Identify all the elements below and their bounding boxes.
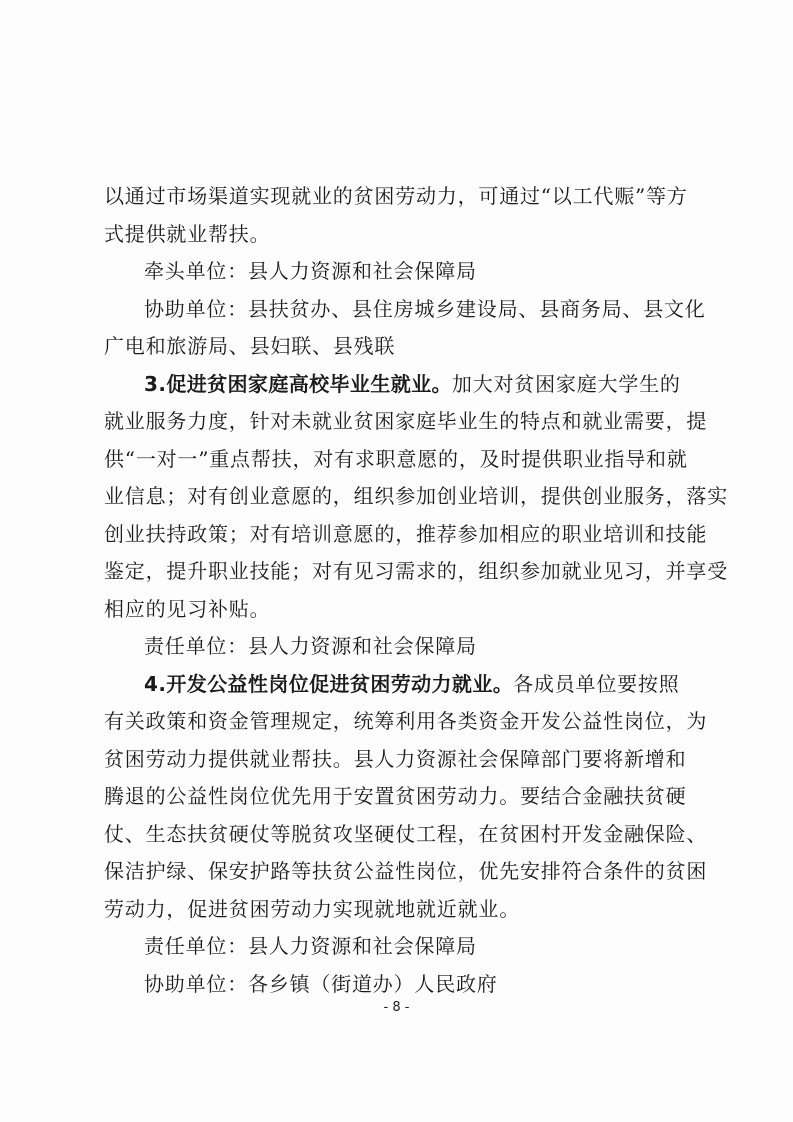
line-text: 仗、生态扶贫硬仗等脱贫攻坚硬仗工程，在贫困村开发金融保险、 xyxy=(104,821,708,846)
line-text: 贫困劳动力提供就业帮扶。县人力资源社会保障部门要将新增和 xyxy=(104,746,687,771)
lead-unit-line xyxy=(104,253,676,291)
paragraph-line xyxy=(104,216,676,254)
paragraph-line xyxy=(104,178,688,216)
responsible-unit-line xyxy=(104,928,676,966)
paragraph-line xyxy=(104,516,708,554)
paragraph-line xyxy=(104,591,676,629)
page-number: - 8 - xyxy=(383,1000,410,1015)
section-heading-line xyxy=(104,666,680,704)
line-text: 协助单位：各乡镇（街道办）人民政府 xyxy=(144,971,498,996)
line-text: 以通过市场渠道实现就业的贫困劳动力，可通过“以工代赈”等方 xyxy=(104,184,688,208)
paragraph-line xyxy=(104,403,708,441)
line-text: 业信息；对有创业意愿的，组织参加创业培训，提供创业服务，落实 xyxy=(104,484,728,508)
line-text: 协助单位：县扶贫办、县住房城乡建设局、县商务局、县文化 xyxy=(144,296,706,321)
line-text: 劳动力，促进贫困劳动力实现就地就近就业。 xyxy=(104,896,520,921)
line-text: 式提供就业帮扶。 xyxy=(104,221,271,246)
assist-unit-line xyxy=(104,966,676,1004)
paragraph-line xyxy=(104,703,708,741)
line-text: 各成员单位要按照 xyxy=(513,671,680,696)
paragraph-line xyxy=(104,553,728,591)
line-text: 创业扶持政策；对有培训意愿的，推荐参加相应的职业培训和技能 xyxy=(104,521,708,546)
responsible-unit-line xyxy=(104,628,676,666)
line-text: 腾退的公益性岗位优先用于安置贫困劳动力。要结合金融扶贫硬 xyxy=(104,784,687,808)
paragraph-line xyxy=(104,328,676,366)
paragraph-line xyxy=(104,853,708,891)
paragraph-line xyxy=(104,441,688,479)
line-text: 相应的见习补贴。 xyxy=(104,596,271,621)
section-heading-4: 4.开发公益性岗位促进贫困劳动力就业。 xyxy=(144,671,514,696)
line-text: 保洁护绿、保安护路等扶贫公益性岗位，优先安排符合条件的贫困 xyxy=(104,859,708,883)
line-text: 责任单位：县人力资源和社会保障局 xyxy=(144,934,477,958)
line-text: 鉴定，提升职业技能；对有见习需求的，组织参加就业见习，并享受 xyxy=(104,559,728,583)
line-text: 有关政策和资金管理规定，统筹利用各类资金开发公益性岗位，为 xyxy=(104,709,708,733)
section-heading-line xyxy=(104,366,681,404)
line-text: 供“一对一”重点帮扶，对有求职意愿的，及时提供职业指导和就 xyxy=(104,446,688,471)
line-text: 加大对贫困家庭大学生的 xyxy=(451,371,681,396)
document-body xyxy=(104,178,728,1003)
paragraph-line xyxy=(104,478,728,516)
line-text: 广电和旅游局、县妇联、县残联 xyxy=(104,334,396,358)
section-heading-3: 3.促进贫困家庭高校毕业生就业。 xyxy=(144,371,452,396)
assist-unit-line xyxy=(104,291,706,329)
line-text: 责任单位：县人力资源和社会保障局 xyxy=(144,634,477,658)
paragraph-line xyxy=(104,891,676,929)
paragraph-line xyxy=(104,741,687,779)
line-text: 牵头单位：县人力资源和社会保障局 xyxy=(144,259,477,283)
paragraph-line xyxy=(104,778,687,816)
line-text: 就业服务力度，针对未就业贫困家庭毕业生的特点和就业需要，提 xyxy=(104,409,708,433)
paragraph-line xyxy=(104,816,708,854)
